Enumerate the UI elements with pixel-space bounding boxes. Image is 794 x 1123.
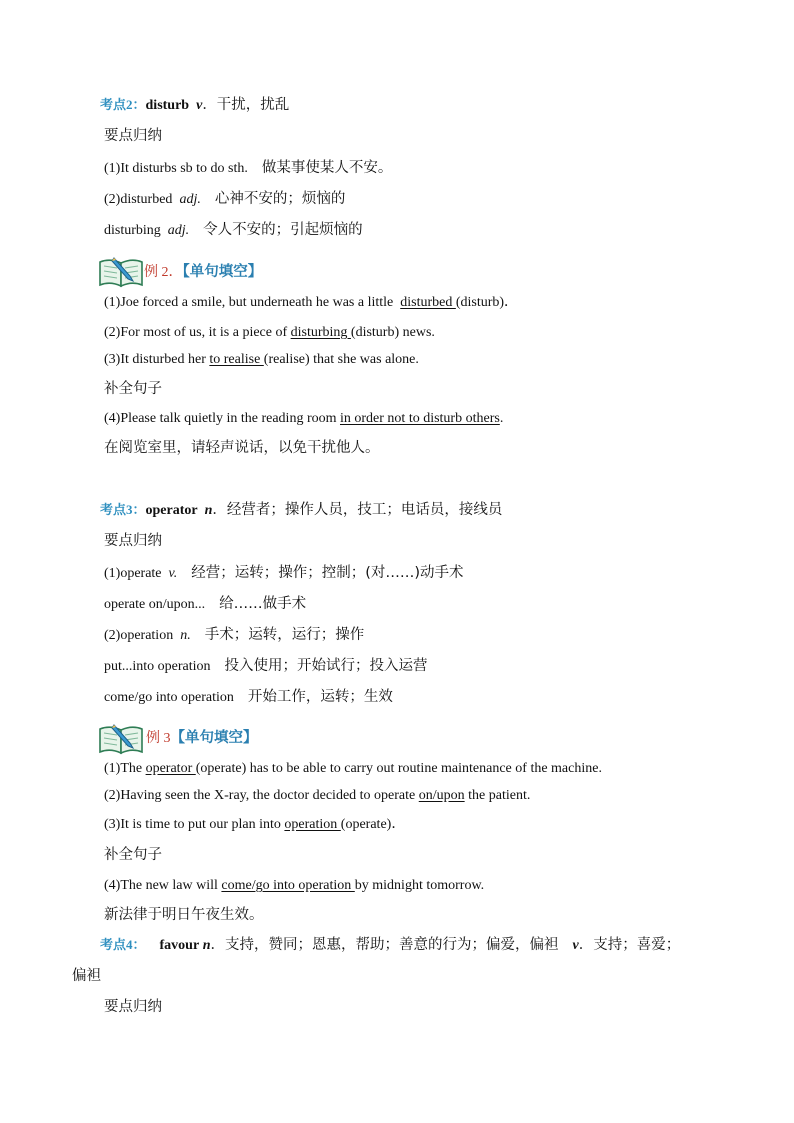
question-line: (2)Having seen the X-ray, the doctor decided to operate on/upon the patient. <box>104 788 531 803</box>
headword: disturb <box>145 98 190 113</box>
kaodian-label: 考点4： <box>100 937 146 952</box>
rule-line: come/go into operation 开始工作，运转；生效 <box>104 689 393 705</box>
kaodian-4-heading <box>100 935 680 956</box>
example-number: 例 3 <box>146 731 171 746</box>
meaning: ．支持；喜爱； <box>578 937 681 953</box>
book-pencil-icon <box>98 254 144 288</box>
question-line: (4)Please talk quietly in the reading room in order not to disturb others. <box>104 411 504 426</box>
question-line: (1)The operator (operate) has to be able to carry out routine maintenance of the machine. <box>104 761 602 776</box>
question-line: (4)The new law will come/go into operation by midnight tomorrow. <box>104 878 485 893</box>
answer-blank: disturbed <box>400 295 456 310</box>
meaning: ．干扰，扰乱 <box>202 97 290 113</box>
kaodian-2-heading <box>100 95 289 116</box>
rule-line: (1)It disturbs sb to do sth. 做某事使某人不安。 <box>104 160 393 176</box>
part-of-speech: n <box>204 503 213 518</box>
meaning-wrap: 偏袒 <box>72 968 101 984</box>
example-3-heading <box>146 728 258 749</box>
answer-blank: disturbing <box>290 325 351 340</box>
rule-line: operate on/upon... 给……做手术 <box>104 596 307 612</box>
rule-line: (2)disturbed adj. 心神不安的；烦恼的 <box>104 191 346 207</box>
rule-line: put...into operation 投入使用；开始试行；投入运营 <box>104 658 428 674</box>
summary-heading: 要点归纳 <box>104 533 162 549</box>
example-type: 【单句填空】 <box>182 264 263 280</box>
part-of-speech: n <box>202 938 211 953</box>
rule-line: (1)operate v. 经营；运转；操作；控制；(对……)动手术 <box>104 565 464 581</box>
example-type: 【单句填空】 <box>170 730 258 746</box>
answer-blank: in order not to disturb others <box>340 411 500 426</box>
summary-heading: 要点归纳 <box>104 128 162 144</box>
question-line: (3)It is time to put our plan into operation (operate)． <box>104 817 406 832</box>
book-pencil-icon <box>98 721 144 755</box>
kaodian-3-heading <box>100 500 502 521</box>
complete-sentence-heading: 补全句子 <box>104 381 162 397</box>
complete-sentence-heading: 补全句子 <box>104 847 162 863</box>
summary-heading: 要点归纳 <box>104 999 162 1015</box>
headword: favour <box>159 938 200 953</box>
translation: 在阅览室里，请轻声说话，以免干扰他人。 <box>104 440 380 456</box>
rule-line: (2)operation n. 手术；运转，运行；操作 <box>104 627 365 643</box>
answer-blank: operation <box>284 817 341 832</box>
meaning: ．支持，赞同；恩惠，帮助；善意的行为；偏爱，偏袒 <box>210 937 559 953</box>
example-2-heading <box>144 262 262 283</box>
meaning: ．经营者；操作人员，技工；电话员，接线员 <box>212 502 503 518</box>
part-of-speech: v <box>196 98 203 113</box>
translation: 新法律于明日午夜生效。 <box>104 907 264 923</box>
kaodian-label: 考点3： <box>100 502 146 517</box>
question-line: (2)For most of us, it is a piece of disturbing (disturb) news. <box>104 325 435 340</box>
kaodian-label: 考点2： <box>100 97 146 112</box>
answer-blank: come/go into operation <box>221 878 355 893</box>
answer-blank: on/upon <box>418 788 465 803</box>
answer-blank: to realise <box>209 352 264 367</box>
part-of-speech: v <box>572 938 579 953</box>
rule-line: disturbing adj. 令人不安的；引起烦恼的 <box>104 222 363 238</box>
answer-blank: operator <box>145 761 196 776</box>
headword: operator <box>145 503 198 518</box>
question-line: (1)Joe forced a smile, but underneath he was a little disturbed (disturb)． <box>104 295 519 310</box>
question-line: (3)It disturbed her to realise (realise) that she was alone. <box>104 352 419 367</box>
example-number: 例 2． <box>144 265 183 280</box>
